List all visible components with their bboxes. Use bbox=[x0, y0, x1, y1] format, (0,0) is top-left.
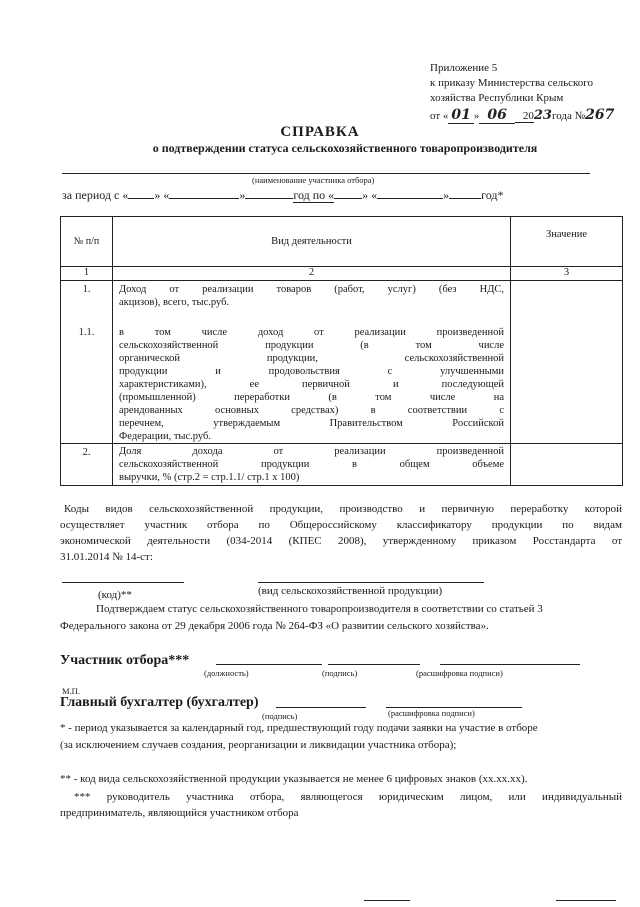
row-text-line: Доход от реализации товаров (работ, услуг) (без НДС, bbox=[119, 284, 504, 295]
order-day: 01 bbox=[448, 107, 473, 124]
activity-table bbox=[60, 216, 623, 486]
order-from-label: от « bbox=[430, 110, 449, 122]
row-value-cell[interactable] bbox=[511, 281, 623, 444]
period-line bbox=[62, 188, 504, 203]
position-line[interactable] bbox=[216, 664, 322, 665]
decoding-line[interactable] bbox=[440, 664, 580, 665]
order-year-word: года № bbox=[551, 110, 586, 122]
codes-line: экономической деятельности (034-2014 (КПЕС 2008), утвержденному приказом Росстандарта от bbox=[60, 535, 622, 547]
acc-signature-line[interactable] bbox=[276, 707, 366, 708]
acc-signature-caption: (подпись) bbox=[262, 711, 298, 721]
participant-name-caption: (наименование участника отбора) bbox=[252, 175, 375, 185]
codes-line: Коды видов сельскохозяйственной продукции, производство и первичную переработку которой bbox=[64, 503, 622, 515]
footnote-3-line: *** руководитель участника отбора, являющегося юридическим лицом, или индивидуальный bbox=[74, 791, 622, 803]
order-number: 267 bbox=[585, 107, 615, 123]
codes-line: 31.01.2014 № 14-ст: bbox=[60, 551, 153, 563]
colnum-1: 1 bbox=[61, 267, 113, 281]
row-text-line: сельскохозяйственной продукции (в том числе bbox=[119, 340, 504, 351]
order-month: 06 bbox=[479, 107, 514, 124]
period-blank-2 bbox=[169, 189, 239, 199]
participant-name-line bbox=[62, 173, 590, 174]
row-text-line: Федерации, тыс.руб. bbox=[119, 431, 211, 442]
row-text-line: Доля дохода от реализации произведенной bbox=[119, 446, 504, 457]
product-caption: (вид сельскохозяйственной продукции) bbox=[258, 585, 443, 597]
order-year-handwritten: 23 bbox=[533, 108, 552, 123]
colnum-3: 3 bbox=[511, 267, 623, 281]
table-row bbox=[61, 444, 623, 486]
acc-decoding-caption: (расшифровка подписи) bbox=[388, 708, 475, 718]
order-mid: » bbox=[473, 110, 480, 122]
period-blank-3 bbox=[245, 189, 293, 199]
row-text-line: органической продукции, сельскохозяйственной bbox=[119, 353, 504, 364]
row-text-line: характеристиками), ее первичной и последующей bbox=[119, 379, 504, 390]
period-text-5: » « bbox=[362, 188, 378, 202]
appendix-line-3: хозяйства Республики Крым bbox=[430, 92, 564, 104]
accountant-label: Главный бухгалтер (бухгалтер) bbox=[60, 695, 259, 710]
participant-label: Участник отбора*** bbox=[60, 653, 190, 668]
document-subtitle: о подтверждении статуса сельскохозяйственного товаропроизводителя bbox=[152, 141, 538, 155]
appendix-line-2: к приказу Министерства сельского bbox=[430, 77, 593, 89]
row-text-line: (промышленной) переработки (в том числе на bbox=[119, 392, 504, 403]
period-text-1: за период с « bbox=[62, 188, 129, 202]
period-blank-6 bbox=[449, 189, 481, 199]
row-text-line: продукции и продовольствия с улучшенными bbox=[119, 366, 504, 377]
header-activity: Вид деятельности bbox=[271, 236, 352, 247]
row-num: 2. bbox=[82, 447, 91, 458]
document-title: СПРАВКА bbox=[280, 124, 360, 140]
codes-paragraph bbox=[60, 501, 622, 565]
appendix-order-line bbox=[430, 107, 614, 123]
position-caption: (должность) bbox=[204, 668, 249, 678]
header-num: № п/п bbox=[73, 235, 100, 247]
footnote-1-line-1: * - период указывается за календарный год, предшествующий году подачи заявки на участие в отборе bbox=[60, 722, 538, 734]
footnote-2: ** - код вида сельскохозяйственной продукции указывается не менее 6 цифровых знаков (хх.хх.хх). bbox=[60, 773, 528, 785]
table-colnum-row bbox=[61, 267, 623, 281]
confirm-line-1: Подтверждаем статус сельскохозяйственного товаропроизводителя в соответствии со статьей 3 bbox=[96, 603, 543, 615]
row-num: 1. bbox=[82, 284, 91, 295]
stamp-label: М.П. bbox=[62, 686, 80, 696]
period-blank-1 bbox=[128, 189, 154, 199]
period-text-2: » « bbox=[154, 188, 170, 202]
product-line bbox=[258, 582, 484, 583]
period-blank-5 bbox=[377, 189, 443, 199]
scan-artifact-line bbox=[364, 900, 410, 901]
order-year-prefix: 20 bbox=[515, 110, 534, 123]
footnote-3-line: предприниматель, являющийся участником отбора bbox=[60, 807, 299, 819]
row-text-line: сельскохозяйственной продукции в общем объеме bbox=[119, 459, 504, 470]
header-value: Значение bbox=[546, 229, 587, 240]
row-text-line: арендованных основных средствах) в соответствии с bbox=[119, 405, 504, 416]
period-text-3: » bbox=[239, 188, 246, 202]
period-blank-4 bbox=[334, 189, 362, 199]
scan-artifact-line bbox=[556, 900, 616, 901]
row-text-line: в том числе доход от реализации произведенной bbox=[119, 327, 504, 338]
code-line bbox=[62, 582, 184, 583]
row-text-line: выручки, % (стр.2 = стр.1.1/ стр.1 х 100) bbox=[119, 472, 300, 483]
period-text-4: год по « bbox=[293, 188, 335, 202]
codes-line: осуществляет участник отбора по Общероссийскому классификатору продукции по видам bbox=[60, 519, 622, 531]
period-text-7: год* bbox=[481, 188, 504, 202]
signature-line[interactable] bbox=[328, 664, 420, 665]
row-text-line: перечнем, утверждаемым Правительством Российской bbox=[119, 418, 504, 429]
row-text-line: акцизов), всего, тыс.руб. bbox=[119, 297, 230, 308]
period-text-6: » bbox=[443, 188, 450, 202]
table-header-row bbox=[61, 217, 623, 267]
footnote-1-line-2: (за исключением случаев создания, реорганизации и ликвидации участника отбора); bbox=[60, 739, 457, 751]
row-value-cell[interactable] bbox=[511, 444, 623, 486]
row-num: 1.1. bbox=[78, 327, 95, 338]
appendix-line-1: Приложение 5 bbox=[430, 62, 498, 74]
signature-caption: (подпись) bbox=[322, 668, 358, 678]
colnum-2: 2 bbox=[113, 267, 511, 281]
decoding-caption: (расшифровка подписи) bbox=[416, 668, 503, 678]
confirm-line-2: Федерального закона от 29 декабря 2006 года № 264-ФЗ «О развитии сельского хозяйства». bbox=[60, 620, 489, 632]
code-caption: (код)** bbox=[98, 589, 132, 601]
footnote-3 bbox=[60, 789, 622, 821]
table-row bbox=[61, 281, 623, 444]
